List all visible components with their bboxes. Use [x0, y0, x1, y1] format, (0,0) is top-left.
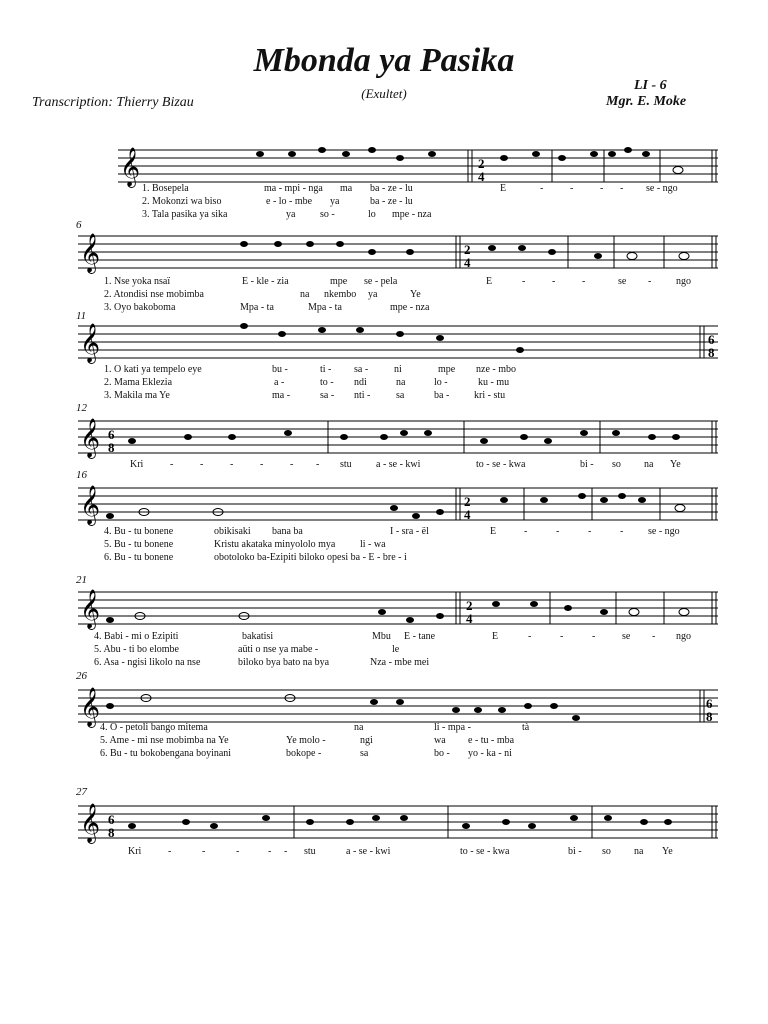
time-signature: 6 — [708, 332, 715, 347]
measure-number: 27 — [76, 786, 87, 798]
lyric-line-1: 1. Bosepela ma - mpi - nga ma ba - ze - lu E - - - - se - ngo — [142, 183, 678, 194]
time-signature: 6 — [108, 812, 115, 827]
transcription-credit: Transcription: Thierry Bizau — [32, 95, 194, 110]
staff-lines — [78, 421, 718, 453]
lyric-line-1: 1. O kati ya tempelo eye bu - ti - sa - ni mpe nze - mbo — [104, 364, 516, 375]
svg-text:4: 4 — [464, 255, 471, 270]
time-signature: 2 — [464, 494, 471, 509]
treble-clef-icon: 𝄞 — [80, 325, 101, 362]
lyric-line-3: 6. Bu - tu bonene obotoloko ba-Ezipiti biloko opesi ba - E - bre - i — [104, 552, 407, 563]
svg-text:8: 8 — [108, 825, 115, 840]
staff-3 — [0, 316, 768, 366]
measure-number: 12 — [76, 402, 87, 414]
treble-clef-icon: 𝄞 — [80, 487, 101, 524]
lyric-line-2: 5. Ame - mi nse mobimba na Ye Ye molo - ngi wa e - tu - mba — [100, 735, 515, 746]
notes — [240, 323, 524, 353]
svg-text:8: 8 — [108, 440, 115, 455]
treble-clef-icon: 𝄞 — [80, 420, 101, 457]
lyric-line-2: 2. Mama Eklezia a - to - ndi na lo - ku - mu — [104, 377, 510, 388]
lyric-line-3: 6. Asa - ngisi likolo na nse biloko bya bato na bya Nza - mbe mei — [94, 657, 430, 668]
lyric-line-3: 3. Makila ma Ye ma - sa - nti - sa ba - kri - stu — [104, 390, 506, 401]
staff-lines — [78, 236, 718, 268]
staff-lines — [78, 690, 718, 722]
measure-number: 16 — [76, 469, 87, 481]
measure-number: 21 — [76, 574, 87, 586]
notes — [256, 147, 683, 174]
lyric-line-2: 2. Mokonzi wa biso e - lo - mbe ya ba - ze - lu — [142, 196, 413, 207]
svg-text:8: 8 — [706, 709, 713, 724]
staff-lines — [78, 488, 718, 520]
lyric-line-1: 1. Nse yoka nsaï E - kle - zia mpe se - pela E - - - se - ngo — [104, 276, 691, 287]
lyric-line-2: 2. Atondisi nse mobimba na nkembo ya Ye — [104, 289, 421, 300]
lyric-line-1: 4. Bu - tu bonene obikisaki bana ba I - sra - ël E - - - - se - ngo — [104, 526, 680, 537]
staff-lines — [118, 150, 718, 182]
staff-lines — [78, 592, 718, 624]
lyric-line-3: 6. Bu - tu bokobengana boyinani bokope - sa bo - yo - ka - ni — [100, 748, 512, 759]
treble-clef-icon: 𝄞 — [120, 149, 141, 186]
svg-text:4: 4 — [464, 507, 471, 522]
treble-clef-icon: 𝄞 — [80, 805, 101, 842]
piece-code: LI - 6 — [634, 78, 667, 93]
treble-clef-icon: 𝄞 — [80, 591, 101, 628]
staff-2 — [0, 226, 768, 276]
svg-text:8: 8 — [708, 345, 715, 360]
lyric-line-3: 3. Oyo bakoboma Mpa - ta Mpa - ta mpe - nza — [104, 302, 430, 313]
time-signature: 2 — [464, 242, 471, 257]
lyric-line-1: Kri - - - - - - stu a - se - kwi to - se - kwa bi - so na Ye — [130, 459, 681, 470]
staff-lines — [78, 326, 718, 358]
page-title: Mbonda ya Pasika — [253, 42, 515, 79]
staff-4 — [0, 411, 768, 461]
treble-clef-icon: 𝄞 — [80, 689, 101, 726]
lyric-line-1: 4. O - petoli bango mitema na li - mpa - tà — [100, 722, 530, 733]
measure-number: 26 — [76, 670, 87, 682]
notes — [106, 493, 685, 519]
time-signature: 2 — [478, 156, 485, 171]
treble-clef-icon: 𝄞 — [80, 235, 101, 272]
time-signature: 2 — [466, 598, 473, 613]
lyric-line-3: 3. Tala pasika ya sika ya so - lo mpe - nza — [142, 209, 432, 220]
svg-text:4: 4 — [466, 611, 473, 626]
time-signature: 6 — [108, 427, 115, 442]
lyric-line-2: 5. Bu - tu bonene Kristu akataka minyololo mya li - wa — [104, 539, 386, 550]
lyric-line-2: 5. Abu - ti bo elombe aüti o nse ya mabe - le — [94, 644, 400, 655]
lyric-line-1: Kri - - - - - stu a - se - kwi to - se - kwa bi - so na Ye — [128, 846, 673, 857]
staff-lines — [78, 806, 718, 838]
notes — [106, 601, 689, 623]
staff-6 — [0, 582, 768, 632]
staff-5 — [0, 478, 768, 528]
measure-number: 11 — [76, 310, 87, 322]
staff-8 — [0, 796, 768, 846]
composer: Mgr. E. Moke — [606, 94, 687, 109]
measure-number: 6 — [76, 219, 82, 231]
time-signature: 6 — [706, 696, 713, 711]
page-subtitle: (Exultet) — [361, 86, 407, 101]
svg-text:4: 4 — [478, 169, 485, 184]
lyric-line-1: 4. Babi - mi o Ezipiti bakatisi Mbu E - tane E - - - se - ngo — [94, 631, 691, 642]
